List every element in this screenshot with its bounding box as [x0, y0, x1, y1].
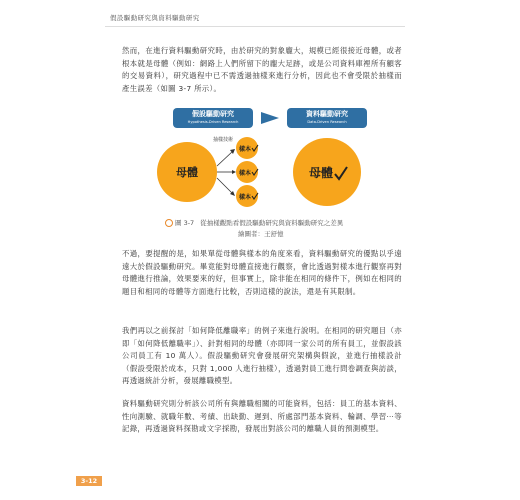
figure-number: 圖 3-7: [175, 219, 195, 227]
paragraph-4: 資料驅動研究則分析該公司所有與離職相關的可能資料，包括：員工的基本資料、性向測驗、就職年數、考績、出缺勤、遲到、所處部門基本資料、輪調、學習⋯等記錄，再透過資料探勘或文字採勘，發展出對該公司的離職人員的預測模型。: [122, 399, 402, 434]
population-label-left: 母體: [176, 166, 198, 179]
hypothesis-driven-box: [173, 108, 253, 128]
paragraph-1: 然而，在進行資料驅動研究時，由於研究的對象龐大，規模已經很接近母體，或者根本就是母體（例如：網路上人們所留下的龐大足跡，或是公司資料庫裡所有顧客的交易資料），研究過程中已不需透過抽樣來進行分析，因此也不會受限於抽樣而產生誤差（如圖 3-7 所示）。: [122, 46, 402, 93]
caption-text: 從抽樣觀點看假設驅動研究與資料驅動研究之差異: [200, 219, 344, 227]
figure-credit: 繪圖者：王舒憶: [238, 230, 284, 238]
right-arrow-icon: [261, 112, 279, 124]
figure-caption: [165, 219, 385, 228]
data-driven-subtitle: Data-Driven Research: [307, 120, 347, 124]
hypothesis-driven-subtitle: Hypothesis-Driven Research: [187, 120, 239, 124]
header-divider: [105, 26, 405, 27]
running-header: 假設驅動研究與資料驅動研究: [110, 14, 200, 22]
population-label-right: 母體: [308, 166, 334, 180]
figure-3-7: [155, 108, 375, 218]
page-number: 3-12: [76, 476, 102, 486]
figure-marker-icon: [165, 219, 173, 227]
hypothesis-driven-title: 假設驅動研究: [192, 110, 234, 118]
paragraph-3: 我們再以之前探討「如何降低離職率」的例子來進行說明。在相同的研究題目（亦即「如何降低離職率」）、針對相同的母體（亦即同一家公司的所有員工，並假設該公司員工有 10 萬人）。假設驅動研究會發展研究架構與假說，並進行抽樣設計（假設受限於成本，只對 1,000 人進行抽樣），透過對員工進行問卷調查與訪談，再透過統計分析，發展離職模型。: [122, 326, 402, 386]
sample-label-1: 樣本: [238, 146, 252, 153]
data-driven-box: [287, 108, 367, 128]
sampling-technique-label: 抽樣技術: [213, 137, 234, 143]
arrowheads: [230, 149, 236, 196]
paragraph-2: 不過，要提醒的是，如果單從母體與樣本的角度來看，資料驅動研究的優點以乎遠遠大於假設驅動研究。畢竟能對母體直接進行觀察，會比透過對樣本進行觀察再對母體進行推論，效果要來的好，但事實上，除非能在相同的條件下，例如在相同的題目和相同的母體等方面進行比較，否則這樣的說法，還是有其限制。: [122, 249, 402, 296]
sample-label-3: 樣本: [238, 194, 252, 201]
sampling-diagram: [155, 132, 375, 218]
sampling-arrows: [217, 151, 233, 194]
sample-label-2: 樣本: [238, 170, 252, 177]
data-driven-title: 資料驅動研究: [306, 110, 348, 118]
